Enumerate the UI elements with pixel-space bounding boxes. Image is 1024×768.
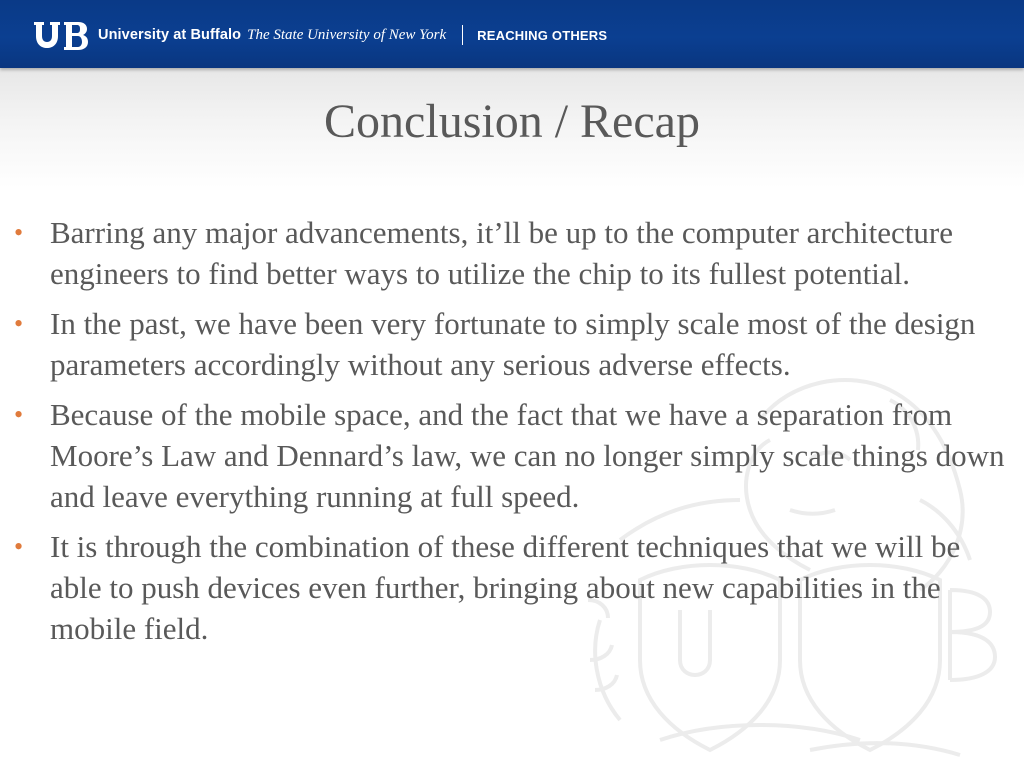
header-divider — [462, 25, 463, 45]
bullet-text: Barring any major advancements, it’ll be up to the computer architecture engineers to find better ways to utilize the chip to its fullest potential. — [50, 215, 953, 291]
bullet-list — [0, 212, 1024, 658]
bullet-text: Because of the mobile space, and the fact that we have a separation from Moore’s Law and Dennard’s law, we can no longer simply scale things down and leave everything running at full speed. — [50, 397, 1005, 514]
bullet-item — [0, 526, 1024, 649]
slide-title: Conclusion / Recap — [324, 95, 700, 148]
header-bar — [0, 0, 1024, 68]
header-branding — [32, 18, 607, 52]
bullet-item — [0, 394, 1024, 517]
bullet-marker: • — [14, 532, 24, 561]
ub-logo-icon — [32, 20, 90, 50]
bullet-marker: • — [14, 218, 24, 247]
header-tagline: REACHING OTHERS — [477, 27, 608, 43]
bullet-marker: • — [14, 400, 24, 429]
bullet-item — [0, 212, 1024, 294]
bullet-text: It is through the combination of these different techniques that we will be able to push devices even further, bringing about new capabilities in the mobile field. — [50, 529, 961, 646]
bullet-item — [0, 303, 1024, 385]
university-name: University at Buffalo — [98, 27, 242, 43]
bullet-marker: • — [14, 309, 24, 338]
university-subtitle: The State University of New York — [247, 26, 447, 43]
bullet-text: In the past, we have been very fortunate to simply scale most of the design parameters accordingly without any serious adverse effects. — [50, 306, 976, 382]
